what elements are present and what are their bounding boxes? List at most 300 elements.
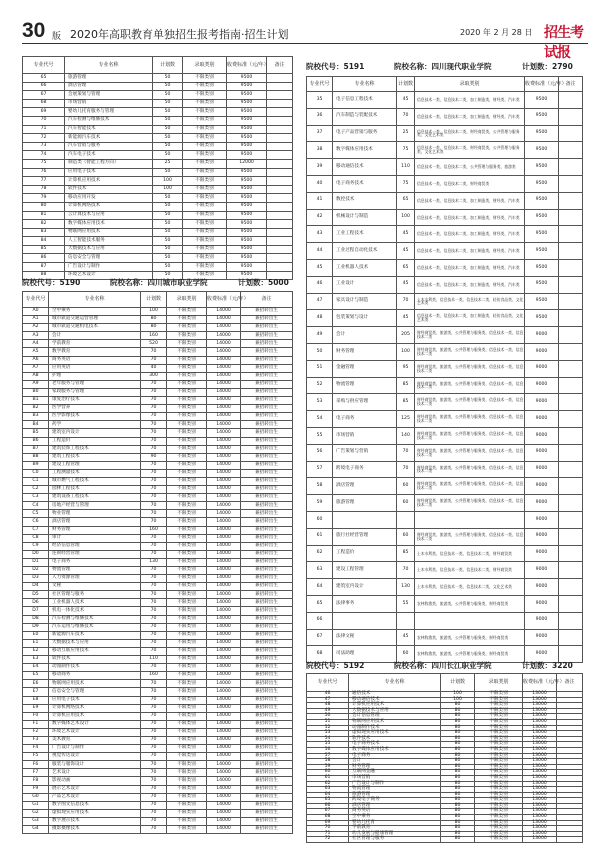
cell-fee: 13000: [523, 742, 557, 748]
cell-category: 农林牧渔类，旅游类，公共管理与服务类，财经商贸类: [415, 646, 525, 663]
cell-plan: 80: [441, 736, 475, 742]
cell-fee: 14000: [207, 405, 241, 413]
cell-major: 广告策划与营销: [333, 444, 397, 461]
cell-note: [267, 254, 293, 263]
cell-code: A2: [23, 324, 49, 332]
school-plan-5191: 计划数：2790: [522, 62, 573, 71]
cell-major: 旅游管理: [349, 792, 441, 798]
cell-fee: 9000: [525, 629, 559, 646]
cell-category: 不限类别: [167, 356, 207, 364]
col-header-note: 备注: [557, 674, 583, 692]
table-row: [23, 696, 293, 704]
cell-major: 汽车制造与装配技术: [333, 108, 397, 125]
cell-plan: 70: [141, 631, 167, 639]
cell-plan: 85: [397, 394, 415, 411]
cell-fee: 14000: [207, 429, 241, 437]
cell-category: 不限类别: [167, 388, 207, 396]
cell-note: 兼招转出生: [241, 453, 293, 461]
cell-major: 金融管理: [333, 360, 397, 377]
table-row: [23, 615, 293, 623]
cell-fee: 14000: [207, 793, 241, 801]
cell-plan: 50: [153, 134, 183, 143]
cell-major: 广告设计与制作: [349, 781, 441, 787]
cell-code: C0: [23, 469, 49, 477]
cell-code: B8: [23, 453, 49, 461]
cell-major: 工程造价: [49, 437, 141, 445]
cell-major: 电子商务: [349, 753, 441, 759]
cell-plan: 60: [397, 528, 415, 545]
cell-category: 不限类别: [183, 202, 227, 211]
table-row: [23, 486, 293, 494]
cell-note: [559, 444, 583, 461]
cell-code: 44: [307, 243, 333, 260]
cell-category: 不限类别: [183, 125, 227, 134]
cell-plan: 70: [141, 664, 167, 672]
table-row: [23, 142, 293, 151]
cell-major: 电子商务技术: [349, 742, 441, 748]
cell-category: 不限类别: [167, 680, 207, 688]
cell-note: [267, 159, 293, 168]
cell-fee: 14000: [207, 332, 241, 340]
cell-note: 兼招转出生: [241, 445, 293, 453]
cell-category: 信息技术一类，信息技术二类，财经商贸类: [415, 175, 525, 192]
cell-note: 兼招转出生: [241, 469, 293, 477]
cell-plan: [397, 511, 415, 528]
cell-note: 兼招转出生: [241, 356, 293, 364]
cell-plan: 100: [441, 697, 475, 703]
cell-major: 机械设计与制造: [333, 209, 397, 226]
cell-note: 兼招转出生: [241, 801, 293, 809]
cell-note: 兼招转出生: [241, 728, 293, 736]
table-row: [23, 437, 293, 445]
table-row: [23, 211, 293, 220]
table-row: [23, 324, 293, 332]
cell-code: 51: [307, 719, 349, 725]
cell-category: 信息技术一类，信息技术二类，财经商贸类，公共管理与服务类，文化艺术类: [415, 142, 525, 159]
table-row: [23, 340, 293, 348]
cell-code: F0: [23, 712, 49, 720]
table-row: [23, 542, 293, 550]
cell-fee: 13000: [523, 831, 557, 837]
cell-fee: 9500: [525, 293, 559, 310]
cell-category: 不限类别: [475, 692, 523, 698]
cell-major: 数学教育: [49, 348, 141, 356]
table-row: [307, 209, 583, 226]
cell-plan: 95: [397, 360, 415, 377]
cell-plan: 70: [141, 502, 167, 510]
cell-note: [559, 259, 583, 276]
cell-fee: 9000: [525, 595, 559, 612]
table-row: [23, 793, 293, 801]
table-row: [23, 388, 293, 396]
cell-plan: 50: [153, 82, 183, 91]
cell-category: 不限类别: [167, 599, 207, 607]
cell-code: C9: [23, 542, 49, 550]
cell-category: 不限类别: [183, 134, 227, 143]
cell-category: 不限类别: [183, 254, 227, 263]
cell-fee: 14000: [207, 712, 241, 720]
cell-major: 软件技术: [49, 656, 141, 664]
cell-major: 数控技术: [333, 192, 397, 209]
cell-code: G1: [23, 801, 49, 809]
cell-fee: 9500: [227, 151, 267, 160]
cell-major: 物业管理: [49, 510, 141, 518]
cell-code: G3: [23, 817, 49, 825]
cell-plan: 50: [153, 99, 183, 108]
page-label: 版: [52, 32, 62, 42]
cell-category: 不限类别: [183, 91, 227, 100]
cell-fee: 9500: [525, 276, 559, 293]
cell-major: 酒店管理: [333, 478, 397, 495]
cell-category: 不限类别: [167, 316, 207, 324]
cell-code: B0: [23, 388, 49, 396]
cell-fee: 14000: [207, 502, 241, 510]
cell-fee: 14000: [207, 656, 241, 664]
cell-category: 不限类别: [475, 770, 523, 776]
cell-note: [267, 245, 293, 254]
table-row: [307, 175, 583, 192]
cell-code: 88: [23, 271, 65, 280]
table-row: [307, 310, 583, 327]
cell-major: 财务管理: [49, 526, 141, 534]
table-row: [23, 461, 293, 469]
cell-note: 兼招转出生: [241, 388, 293, 396]
cell-plan: 70: [141, 445, 167, 453]
cell-plan: 70: [141, 745, 167, 753]
cell-code: 74: [23, 151, 65, 160]
cell-plan: 70: [141, 615, 167, 623]
cell-category: 不限类别: [475, 719, 523, 725]
cell-fee: 14000: [207, 437, 241, 445]
cell-fee: 13000: [523, 764, 557, 770]
cell-fee: 13000: [523, 826, 557, 832]
cell-category: 土木水利类，信息技术一类，信息技术二类，轻纺食品类，文化艺术类: [415, 293, 525, 310]
table-row: [23, 801, 293, 809]
table-row: [23, 591, 293, 599]
table-row: [307, 495, 583, 512]
table-row: [23, 785, 293, 793]
table-row: [23, 639, 293, 647]
cell-category: 不限类别: [167, 688, 207, 696]
cell-major: 建筑室内设计: [49, 429, 141, 437]
cell-code: D3: [23, 575, 49, 583]
cell-major: 人力资源管理: [49, 575, 141, 583]
cell-plan: 70: [141, 704, 167, 712]
cell-major: 电子产品营销与服务: [333, 125, 397, 142]
cell-plan: 50: [153, 91, 183, 100]
cell-fee: 14000: [207, 607, 241, 615]
cell-code: 48: [307, 703, 349, 709]
table-5191: [306, 76, 583, 663]
cell-code: 85: [23, 245, 65, 254]
cell-fee: 14000: [207, 445, 241, 453]
cell-note: 兼招转出生: [241, 308, 293, 316]
cell-note: 兼招转出生: [241, 550, 293, 558]
cell-code: A7: [23, 364, 49, 372]
table-row: [23, 254, 293, 263]
cell-code: F3: [23, 736, 49, 744]
cell-fee: 9000: [525, 478, 559, 495]
cell-major: 旅游管理: [65, 74, 153, 83]
cell-fee: 14000: [207, 518, 241, 526]
cell-plan: 50: [153, 74, 183, 83]
cell-category: 不限类别: [475, 747, 523, 753]
cell-note: [267, 116, 293, 125]
cell-category: 不限类别: [167, 324, 207, 332]
cell-plan: 80: [441, 742, 475, 748]
cell-plan: 70: [397, 293, 415, 310]
cell-code: 62: [307, 545, 333, 562]
cell-plan: 70: [141, 728, 167, 736]
cell-fee: 13000: [523, 719, 557, 725]
school-code-5191: 院校代号：5191: [306, 62, 365, 71]
cell-category: 不限类别: [167, 380, 207, 388]
table-row: [23, 728, 293, 736]
table-row: [23, 445, 293, 453]
cell-note: 兼招转出生: [241, 753, 293, 761]
cell-code: 64: [307, 579, 333, 596]
cell-major: 机电一体化技术: [49, 607, 141, 615]
cell-plan: 50: [153, 142, 183, 151]
cell-category: 不限类别: [183, 237, 227, 246]
cell-major: 城市轨道交通运营管理: [49, 316, 141, 324]
cell-plan: 70: [141, 510, 167, 518]
cell-major: 虚拟现实应用技术: [349, 731, 441, 737]
table-row: [23, 220, 293, 229]
cell-note: [559, 511, 583, 528]
cell-fee: 9500: [525, 259, 559, 276]
cell-major: 大数据技术与应用: [65, 245, 153, 254]
cell-major: 物流管理: [349, 787, 441, 793]
table-row: [23, 704, 293, 712]
cell-major: 软件技术: [65, 185, 153, 194]
cell-code: 46: [307, 692, 349, 698]
cell-fee: 14000: [207, 356, 241, 364]
cell-plan: 50: [153, 211, 183, 220]
cell-major: 医学影像技术: [49, 413, 141, 421]
cell-note: 兼招转出生: [241, 316, 293, 324]
cell-plan: 50: [153, 202, 183, 211]
cell-note: 兼招转出生: [241, 696, 293, 704]
cell-code: D2: [23, 567, 49, 575]
cell-fee: 9500: [227, 82, 267, 91]
cell-fee: 14000: [207, 826, 241, 834]
cell-major: 数字展示技术: [49, 817, 141, 825]
cell-category: 不限类别: [167, 567, 207, 575]
cell-plan: 80: [441, 725, 475, 731]
cell-fee: 14000: [207, 753, 241, 761]
cell-fee: 9500: [525, 125, 559, 142]
cell-category: 不限类别: [167, 704, 207, 712]
cell-code: 61: [307, 775, 349, 781]
cell-category: 财经商贸类，旅游类，公共管理与服务类，信息技术一类，信息技术二类: [415, 478, 525, 495]
cell-code: B7: [23, 445, 49, 453]
cell-category: 不限类别: [167, 753, 207, 761]
table-row: [23, 623, 293, 631]
cell-major: 会计: [349, 759, 441, 765]
cell-fee: 9500: [525, 159, 559, 176]
cell-fee: 9000: [525, 461, 559, 478]
cell-category: 财经商贸类，旅游类，公共管理与服务类，信息技术一类，信息技术二类: [415, 327, 525, 344]
cell-plan: 70: [397, 444, 415, 461]
cell-fee: 14000: [207, 534, 241, 542]
cell-note: 兼招转出生: [241, 785, 293, 793]
cell-major: 会展策划与管理: [65, 91, 153, 100]
cell-category: 信息技术一类，信息技术二类，公共管理与服务类，旅游类: [415, 159, 525, 176]
table-row: [23, 91, 293, 100]
cell-plan: 70: [141, 599, 167, 607]
cell-major: 商务英语: [349, 809, 441, 815]
cell-plan: 160: [141, 672, 167, 680]
page-title: 2020年高职教育单独招生报考指南·招生计划: [70, 28, 289, 41]
cell-category: 不限类别: [183, 159, 227, 168]
cell-fee: 9500: [227, 177, 267, 186]
cell-code: B3: [23, 413, 49, 421]
cell-fee: 14000: [207, 461, 241, 469]
cell-plan: 70: [141, 461, 167, 469]
cell-fee: 9500: [525, 192, 559, 209]
table-row: [23, 405, 293, 413]
cell-code: 54: [307, 411, 333, 428]
cell-major: 城市燃气工程技术: [49, 477, 141, 485]
cell-plan: 50: [153, 220, 183, 229]
cell-category: 财经商贸类，旅游类，公共管理与服务类，信息技术一类，信息技术二类: [415, 377, 525, 394]
cell-code: E6: [23, 680, 49, 688]
cell-plan: 70: [141, 583, 167, 591]
cell-code: 56: [307, 444, 333, 461]
cell-code: B6: [23, 437, 49, 445]
cell-major: 社区管理与服务: [349, 837, 441, 843]
cell-code: 39: [307, 159, 333, 176]
cell-note: 兼招转出生: [241, 688, 293, 696]
cell-note: [267, 228, 293, 237]
cell-plan: 70: [141, 785, 167, 793]
table-row: [307, 595, 583, 612]
cell-fee: 14000: [207, 380, 241, 388]
cell-fee: 14000: [207, 720, 241, 728]
table-row: [23, 720, 293, 728]
cell-category: 不限类别: [183, 185, 227, 194]
cell-code: E1: [23, 639, 49, 647]
cell-fee: 14000: [207, 583, 241, 591]
cell-fee: 14000: [207, 728, 241, 736]
cell-fee: 14000: [207, 704, 241, 712]
table-row: [23, 567, 293, 575]
cell-fee: 14000: [207, 785, 241, 793]
table-row: [307, 92, 583, 109]
cell-category: 不限类别: [167, 542, 207, 550]
cell-major: 应用英语: [49, 364, 141, 372]
cell-category: 不限类别: [167, 397, 207, 405]
cell-category: 财经商贸类，旅游类，公共管理与服务类，信息技术一类，信息技术二类: [415, 528, 525, 545]
cell-plan: 70: [141, 413, 167, 421]
cell-code: E2: [23, 647, 49, 655]
cell-plan: 70: [141, 542, 167, 550]
cell-code: 66: [23, 82, 65, 91]
cell-note: [559, 125, 583, 142]
cell-code: 61: [307, 528, 333, 545]
cell-major: 连锁经营管理: [49, 550, 141, 558]
cell-note: [559, 562, 583, 579]
cell-plan: 50: [153, 116, 183, 125]
table-row: [307, 259, 583, 276]
cell-note: 兼招转出生: [241, 623, 293, 631]
table-row: [307, 327, 583, 344]
cell-fee: 13000: [523, 714, 557, 720]
cell-plan: 80: [441, 714, 475, 720]
cell-fee: 14000: [207, 696, 241, 704]
cell-major: 新能源汽车技术: [65, 134, 153, 143]
cell-code: 35: [307, 92, 333, 109]
table-row: [307, 108, 583, 125]
table-row: [23, 575, 293, 583]
cell-plan: 55: [397, 595, 415, 612]
cell-major: 展示艺术设计: [49, 785, 141, 793]
cell-major: 工业机器人技术: [49, 599, 141, 607]
table-row: [23, 177, 293, 186]
cell-fee: 9500: [227, 202, 267, 211]
cell-fee: 9000: [525, 511, 559, 528]
cell-fee: 9000: [525, 343, 559, 360]
col-header-code: 专业代号: [23, 57, 65, 74]
cell-major: 工业设计: [333, 276, 397, 293]
cell-major: 移动通信技术: [333, 159, 397, 176]
cell-note: [559, 495, 583, 512]
cell-note: [559, 108, 583, 125]
cell-category: 不限类别: [183, 220, 227, 229]
cell-plan: 50: [153, 168, 183, 177]
cell-plan: 50: [153, 254, 183, 263]
cell-fee: 13000: [523, 775, 557, 781]
cell-plan: 70: [141, 348, 167, 356]
cell-plan: 70: [141, 486, 167, 494]
cell-plan: 25: [153, 159, 183, 168]
cell-plan: 70: [141, 712, 167, 720]
cell-code: 57: [307, 753, 349, 759]
cell-category: 信息技术一类，信息技术二类，加工制造类，财经类，汽车类: [415, 192, 525, 209]
cell-fee: 14000: [207, 397, 241, 405]
cell-fee: 13000: [523, 747, 557, 753]
cell-plan: 70: [141, 356, 167, 364]
cell-category: 不限类别: [475, 775, 523, 781]
cell-category: 农林牧渔类，旅游类，公共管理与服务类，财经商贸类: [415, 595, 525, 612]
cell-note: 兼招转出生: [241, 437, 293, 445]
table-row: [23, 108, 293, 117]
cell-note: 兼招转出生: [241, 567, 293, 575]
table-row: [23, 421, 293, 429]
cell-category: 不限类别: [475, 820, 523, 826]
cell-plan: 75: [397, 142, 415, 159]
cell-code: B2: [23, 405, 49, 413]
table-row: [23, 168, 293, 177]
col-header-note: 备注: [241, 292, 293, 308]
cell-code: C2: [23, 486, 49, 494]
col-header-plan: 计划数: [153, 57, 183, 74]
cell-fee: 13000: [523, 708, 557, 714]
cell-major: 工业机器人技术: [333, 259, 397, 276]
cell-code: 86: [23, 254, 65, 263]
cell-code: 66: [307, 803, 349, 809]
cell-fee: 13000: [523, 692, 557, 698]
table-row: [307, 142, 583, 159]
cell-note: 兼招转出生: [241, 421, 293, 429]
cell-major: 大数据技术与应用: [49, 639, 141, 647]
cell-note: [559, 427, 583, 444]
cell-category: 不限类别: [167, 777, 207, 785]
cell-note: [267, 185, 293, 194]
cell-code: 71: [307, 831, 349, 837]
cell-fee: 14000: [207, 469, 241, 477]
